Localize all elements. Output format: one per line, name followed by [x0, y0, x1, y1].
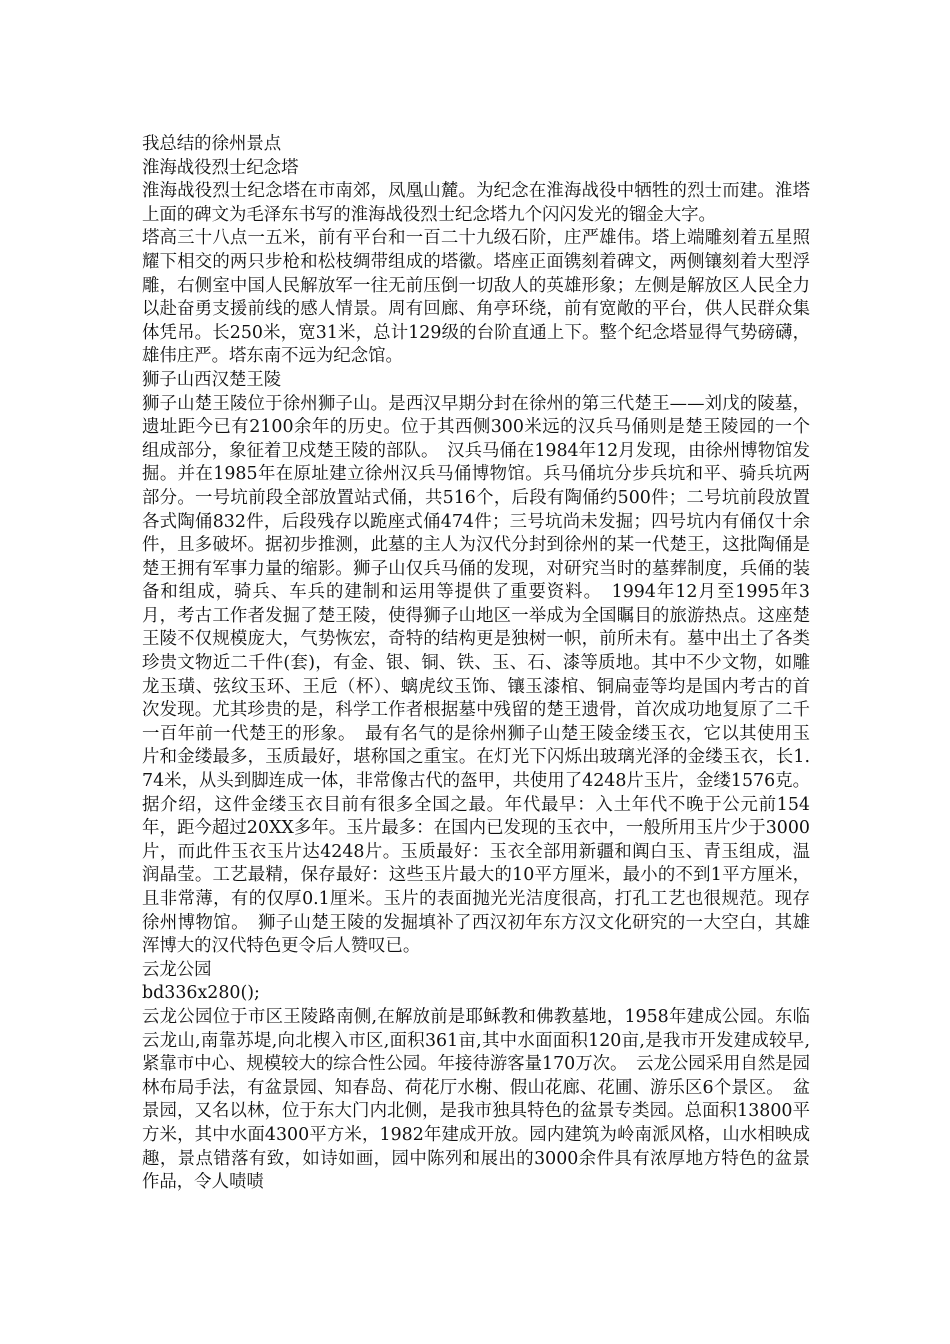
paragraph: 塔高三十八点一五米，前有平台和一百二十九级石阶，庄严雄伟。塔上端雕刻着五星照耀下相交的两只步枪和松枝绸带组成的塔徽。塔座正面镌刻着碑文，两侧镶刻着大型浮雕，右侧室中国人民解放军一往无前压倒一切敌人的英雄形象；左侧是解放区人民全力以赴奋勇支援前线的感人情景。周有回廊、角亭环绕，前有宽敞的平台，供人民群众集体凭吊。长250米，宽31米，总计129级的台阶直通上下。整个纪念塔显得气势磅礴，雄伟庄严。塔东南不远为纪念馆。 [142, 228, 810, 367]
paragraph: 狮子山楚王陵位于徐州狮子山。是西汉早期分封在徐州的第三代楚王——刘戊的陵墓，遗址距今已有2100余年的历史。位于其西侧300米远的汉兵马俑则是楚王陵园的一个组成部分，象征着卫戍楚王陵的部队。 汉兵马俑在1984年12月发现，由徐州博物馆发掘。并在1985年在原址建立徐州汉兵马俑博物馆。兵马俑坑分步兵坑和平、骑兵坑两部分。一号坑前段全部放置站式俑，共516个，后段有陶俑约500件；二号坑前段放置各式陶俑832件，后段残存以跪座式俑474件；三号坑尚未发掘；四号坑内有俑仅十余件，且多破坏。据初步推测，此墓的主人为汉代分封到徐州的某一代楚王，这批陶俑是楚王拥有军事力量的缩影。狮子山仅兵马俑的发现，对研究当时的墓葬制度，兵俑的装备和组成，骑兵、车兵的建制和运用等提供了重要资料。 1994年12月至1995年3月，考古工作者发掘了楚王陵，使得狮子山地区一举成为全国瞩目的旅游热点。这座楚王陵不仅规模庞大，气势恢宏，奇特的结构更是独树一帜，前所未有。墓中出土了各类珍贵文物近二千件(套)，有金、银、铜、铁、玉、石、漆等质地。其中不少文物，如雕龙玉璜、弦纹玉环、王卮（杯）、螭虎纹玉饰、镶玉漆棺、铜扁壶等均是国内考古的首次发现。尤其珍贵的是，科学工作者根据墓中残留的楚王遗骨，首次成功地复原了二千一百年前一代楚王的形象。 最有名气的是徐州狮子山楚王陵金缕玉衣，它以其使用玉片和金缕最多，玉质最好，堪称国之重宝。在灯光下闪烁出玻璃光泽的金缕玉衣，长1.74米，从头到脚连成一体，非常像古代的盔甲，共使用了4248片玉片，金缕1576克。据介绍，这件金缕玉衣目前有很多全国之最。年代最早：入土年代不晚于公元前154年，距今超过20XX多年。玉片最多：在国内已发现的玉衣中，一般所用玉片少于3000片，而此件玉衣玉片达4248片。玉质最好：玉衣全部用新疆和阗白玉、青玉组成，温润晶莹。工艺最精，保存最好：这些玉片最大的10平方厘米，最小的不到1平方厘米，且非常薄，有的仅厚0.1厘米。玉片的表面抛光光洁度很高，打孔工艺也很规范。现存徐州博物馆。 狮子山楚王陵的发掘填补了西汉初年东方汉文化研究的一大空白，其雄浑博大的汉代特色更令后人赞叹已。 [142, 393, 810, 957]
document-page [142, 133, 810, 1195]
paragraph: 云龙公园位于市区王陵路南侧,在解放前是耶稣教和佛教墓地，1958年建成公园。东临云龙山,南靠苏堤,向北楔入市区,面积361亩,其中水面面积120亩,是我市开发建成较早,紧靠市中心、规模较大的综合性公园。年接待游客量170万次。 云龙公园采用自然是园林布局手法，有盆景园、知春岛、荷花厅水榭、假山花廊、花圃、游乐区6个景区。 盆景园，又名以林，位于东大门内北侧，是我市独具特色的盆景专类园。总面积13800平方米，其中水面4300平方米，1982年建成开放。园内建筑为岭南派风格，山水相映成趣，景点错落有致，如诗如画，园中陈列和展出的3000余件具有浓厚地方特色的盆景作品，令人啧啧 [142, 1006, 810, 1193]
section-heading-huaihai: 淮海战役烈士纪念塔 [142, 157, 299, 178]
document-title: 我总结的徐州景点 [142, 134, 282, 154]
section-heading-yunlong: 云龙公园 [142, 959, 212, 980]
ad-code-text: bd336x280(); [142, 983, 260, 1004]
section-heading-shizishan: 狮子山西汉楚王陵 [142, 369, 282, 390]
paragraph: 淮海战役烈士纪念塔在市南郊，凤凰山麓。为纪念在淮海战役中牺牲的烈士而建。淮塔上面的碑文为毛泽东书写的淮海战役烈士纪念塔九个闪闪发光的镏金大字。 [142, 181, 810, 225]
